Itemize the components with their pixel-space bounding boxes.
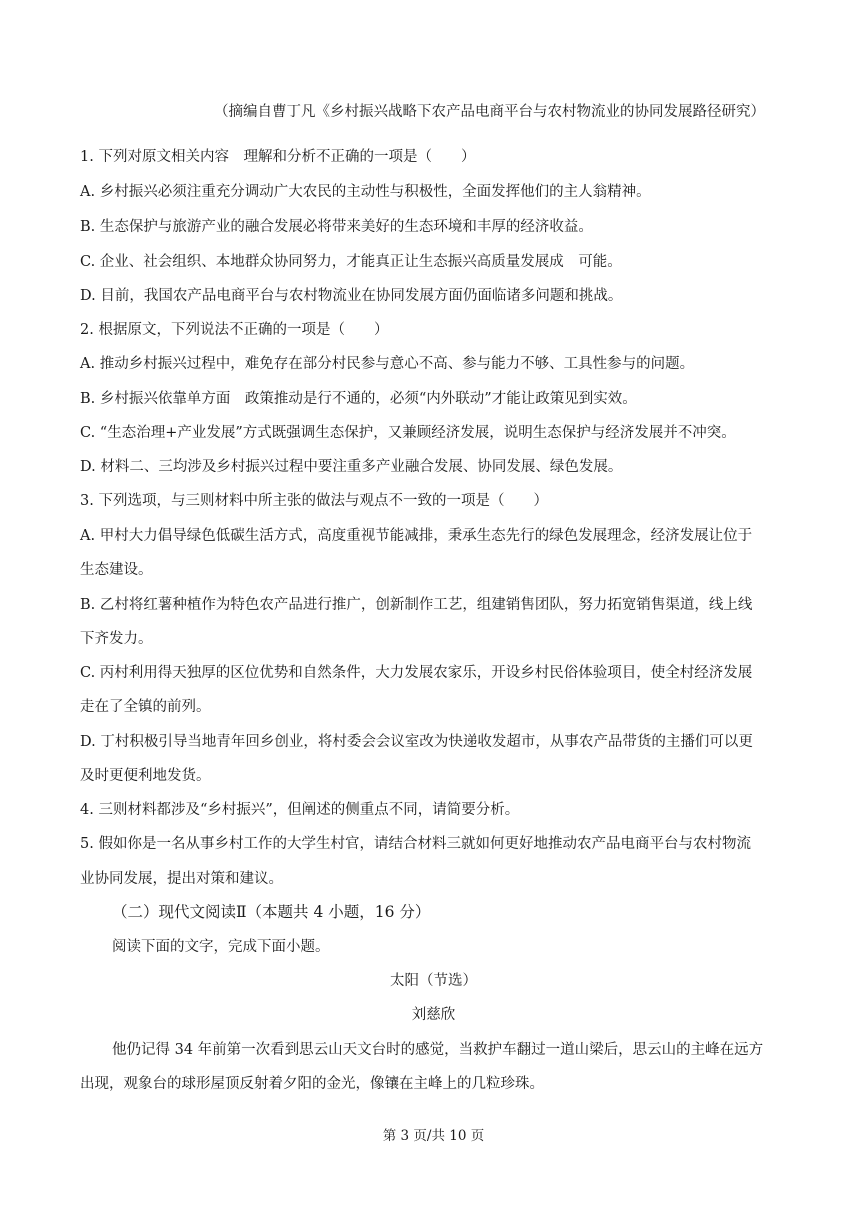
article-author: 刘慈欣 [411,1007,456,1023]
question-1-stem: 1. 下列对原文相关内容 理解和分析不正确的一项是（ ） [80,149,476,165]
article-paragraph-line-1: 他仍记得 34 年前第一次看到思云山天文台时的感觉，当救护车翻过一道山梁后，思云山的主峰在远方 [112,1042,764,1058]
reading-instruction: 阅读下面的文字，完成下面小题。 [112,939,330,955]
question-3-option-b-line-1: B. 乙村将红薯种植作为特色农产品进行推广，创新制作工艺，组建销售团队，努力拓宽销售渠道，线上线 [80,597,753,613]
question-3-option-b-line-2: 下齐发力。 [80,631,153,647]
question-3-option-c-line-2: 走在了全镇的前列。 [80,699,211,715]
question-2-stem: 2. 根据原文，下列说法不正确的一项是（ ） [80,322,389,338]
question-4: 4. 三则材料都涉及“乡村振兴”，但阐述的侧重点不同，请简要分析。 [80,802,520,818]
question-1-option-a: A. 乡村振兴必须注重充分调动广大农民的主动性与积极性，全面发挥他们的主人翁精神。 [80,184,651,200]
source-citation: （摘编自曹丁凡《乡村振兴战略下农产品电商平台与农村物流业的协同发展路径研究） [214,104,765,120]
question-2-option-a: A. 推动乡村振兴过程中，难免存在部分村民参与意心不高、参与能力不够、工具性参与的问题。 [80,356,695,372]
section-heading: （二）现代文阅读Ⅱ（本题共 4 小题，16 分） [112,903,431,921]
page-number: 第 3 页/共 10 页 [382,1128,485,1144]
article-title: 太阳（节选） [390,973,477,989]
question-3-option-a-line-1: A. 甲村大力倡导绿色低碳生活方式，高度重视节能减排，秉承生态先行的绿色发展理念，经济发展让位于 [80,528,753,544]
question-1-option-b: B. 生态保护与旅游产业的融合发展必将带来美好的生态环境和丰厚的经济收益。 [80,219,593,235]
question-5-line-2: 业协同发展，提出对策和建议。 [80,871,283,887]
question-3-stem: 3. 下列选项，与三则材料中所主张的做法与观点不一致的一项是（ ） [80,493,548,509]
question-3-option-c-line-1: C. 丙村利用得天独厚的区位优势和自然条件，大力发展农家乐，开设乡村民俗体验项目，使全村经济发展 [80,665,753,681]
question-3-option-d-line-1: D. 丁村积极引导当地青年回乡创业，将村委会会议室改为快递收发超市，从事农产品带货的主播们可以更 [80,734,753,750]
article-paragraph-line-2: 出现，观象台的球形屋顶反射着夕阳的金光，像镶在主峰上的几粒珍珠。 [80,1076,544,1092]
question-2-option-b: B. 乡村振兴依靠单方面 政策推动是行不通的，必须“内外联动”才能让政策见到实效。 [80,391,637,407]
question-5-line-1: 5. 假如你是一名从事乡村工作的大学生村官，请结合材料三就如何更好地推动农产品电商平台与农村物流 [80,836,751,852]
question-1-option-c: C. 企业、社会组织、本地群众协同努力，才能真正让生态振兴高质量发展成 可能。 [80,254,622,270]
question-2-option-d: D. 材料二、三均涉及乡村振兴过程中要注重多产业融合发展、协同发展、绿色发展。 [80,459,623,475]
question-1-option-d: D. 目前，我国农产品电商平台与农村物流业在协同发展方面仍面临诸多问题和挑战。 [80,288,623,304]
question-3-option-d-line-2: 及时更便利地发货。 [80,768,211,784]
question-3-option-a-line-2: 生态建设。 [80,562,153,578]
question-2-option-c: C. “生态治理+产业发展”方式既强调生态保护，又兼顾经济发展，说明生态保护与经济发展并不冲突。 [80,425,736,441]
